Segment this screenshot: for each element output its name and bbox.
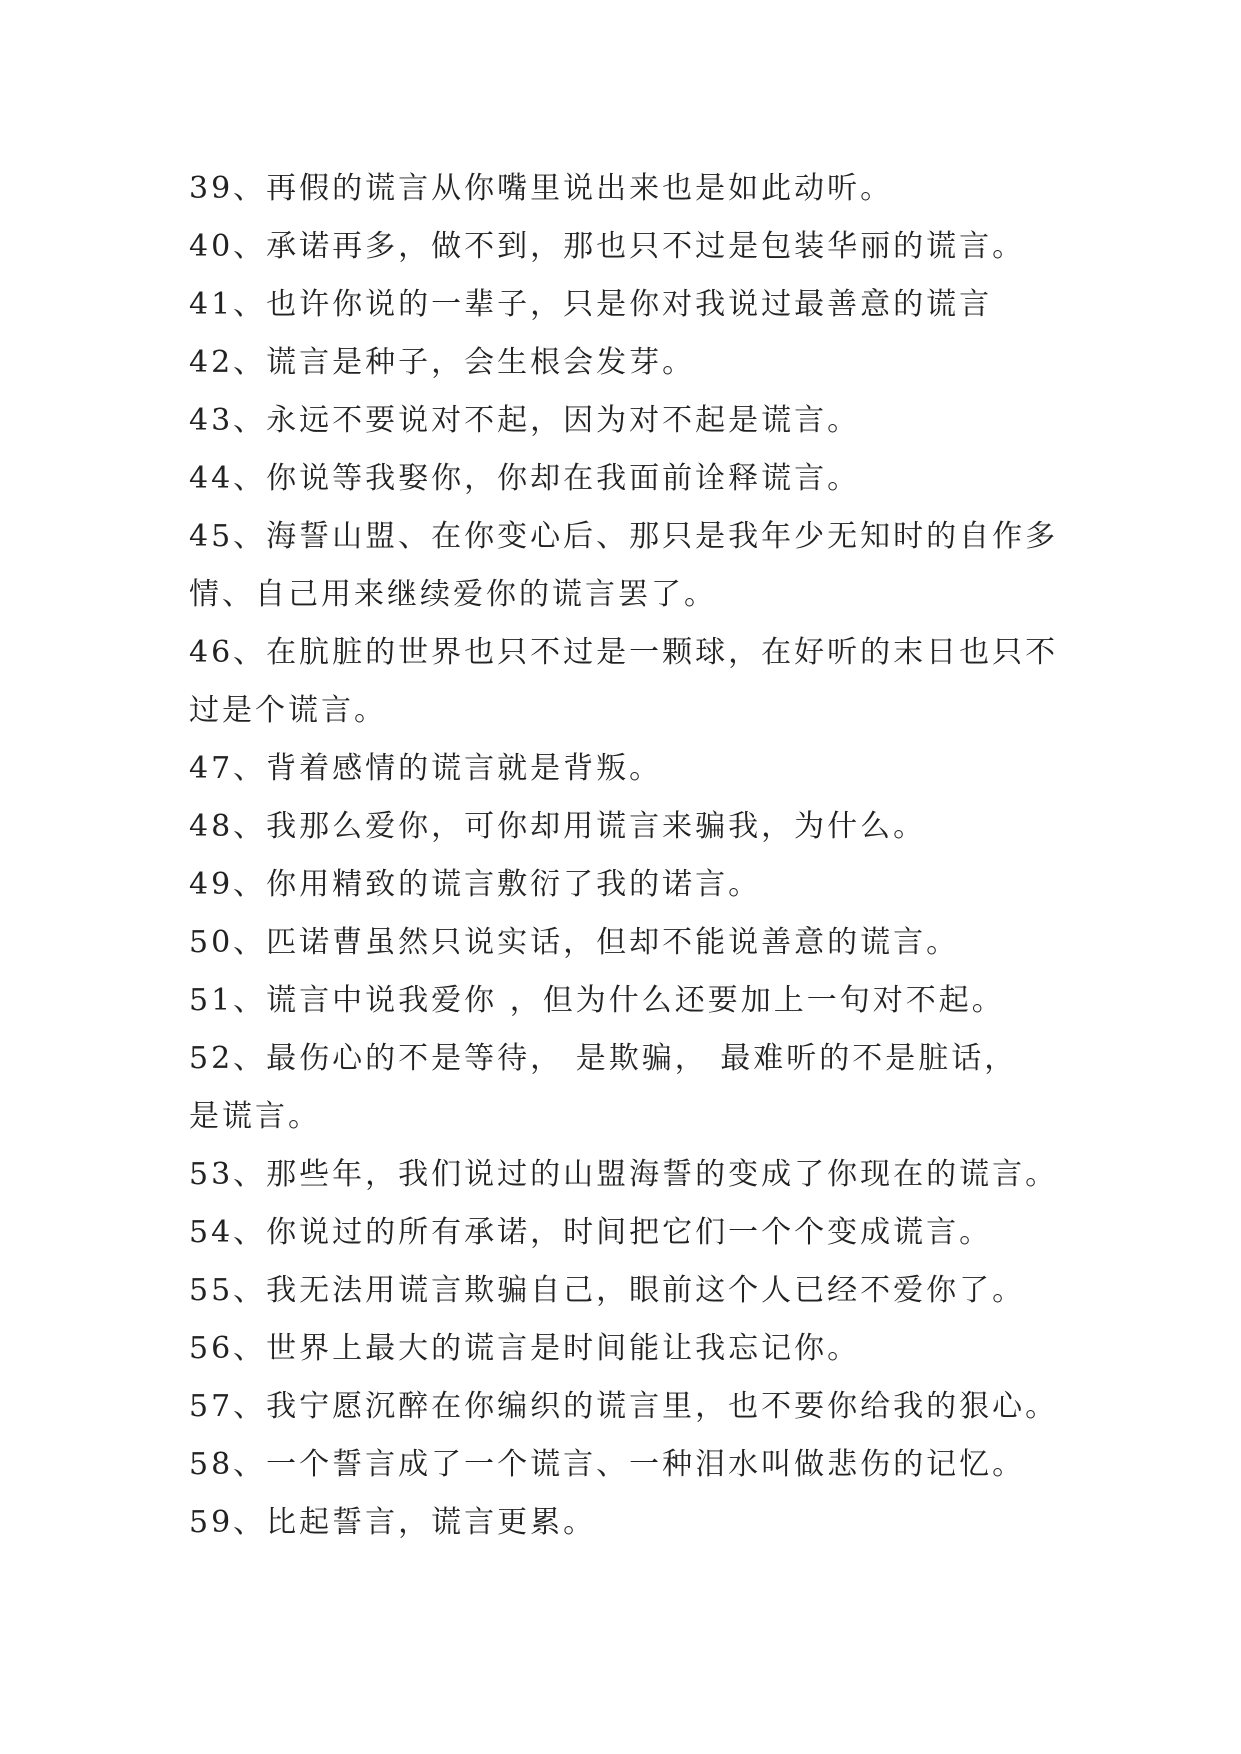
text-line: 45、海誓山盟、在你变心后、那只是我年少无知时的自作多	[189, 519, 1059, 554]
document-body	[189, 160, 1089, 1552]
text-line: 48、我那么爱你，可你却用谎言来骗我，为什么。	[189, 809, 927, 844]
text-line: 过是个谎言。	[189, 693, 387, 728]
text-line: 42、谎言是种子，会生根会发芽。	[189, 345, 696, 380]
text-line: 50、匹诺曹虽然只说实话，但却不能说善意的谎言。	[189, 925, 960, 960]
text-line: 51、谎言中说我爱你 ，但为什么还要加上一句对不起。	[189, 983, 1005, 1018]
text-line: 59、比起誓言，谎言更累。	[189, 1505, 597, 1540]
text-line: 53、那些年，我们说过的山盟海誓的变成了你现在的谎言。	[189, 1157, 1059, 1192]
text-line: 46、在肮脏的世界也只不过是一颗球，在好听的末日也只不	[189, 635, 1059, 670]
text-line: 55、我无法用谎言欺骗自己，眼前这个人已经不爱你了。	[189, 1273, 1026, 1308]
text-line: 52、最伤心的不是等待， 是欺骗， 最难听的不是脏话，	[189, 1041, 1018, 1076]
text-line: 49、你用精致的谎言敷衍了我的诺言。	[189, 867, 762, 902]
text-line: 56、世界上最大的谎言是时间能让我忘记你。	[189, 1331, 861, 1366]
text-line: 40、承诺再多，做不到，那也只不过是包装华丽的谎言。	[189, 229, 1026, 264]
text-line: 57、我宁愿沉醉在你编织的谎言里，也不要你给我的狠心。	[189, 1389, 1059, 1424]
text-line: 43、永远不要说对不起，因为对不起是谎言。	[189, 403, 861, 438]
text-line: 54、你说过的所有承诺，时间把它们一个个变成谎言。	[189, 1215, 993, 1250]
text-line: 情、自己用来继续爱你的谎言罢了。	[189, 577, 717, 612]
text-line: 是谎言。	[189, 1099, 321, 1134]
text-line: 41、也许你说的一辈子，只是你对我说过最善意的谎言	[189, 287, 993, 322]
text-line: 39、再假的谎言从你嘴里说出来也是如此动听。	[189, 171, 894, 206]
text-line: 58、一个誓言成了一个谎言、一种泪水叫做悲伤的记忆。	[189, 1447, 1026, 1482]
text-line: 47、背着感情的谎言就是背叛。	[189, 751, 663, 786]
text-line: 44、你说等我娶你，你却在我面前诠释谎言。	[189, 461, 861, 496]
